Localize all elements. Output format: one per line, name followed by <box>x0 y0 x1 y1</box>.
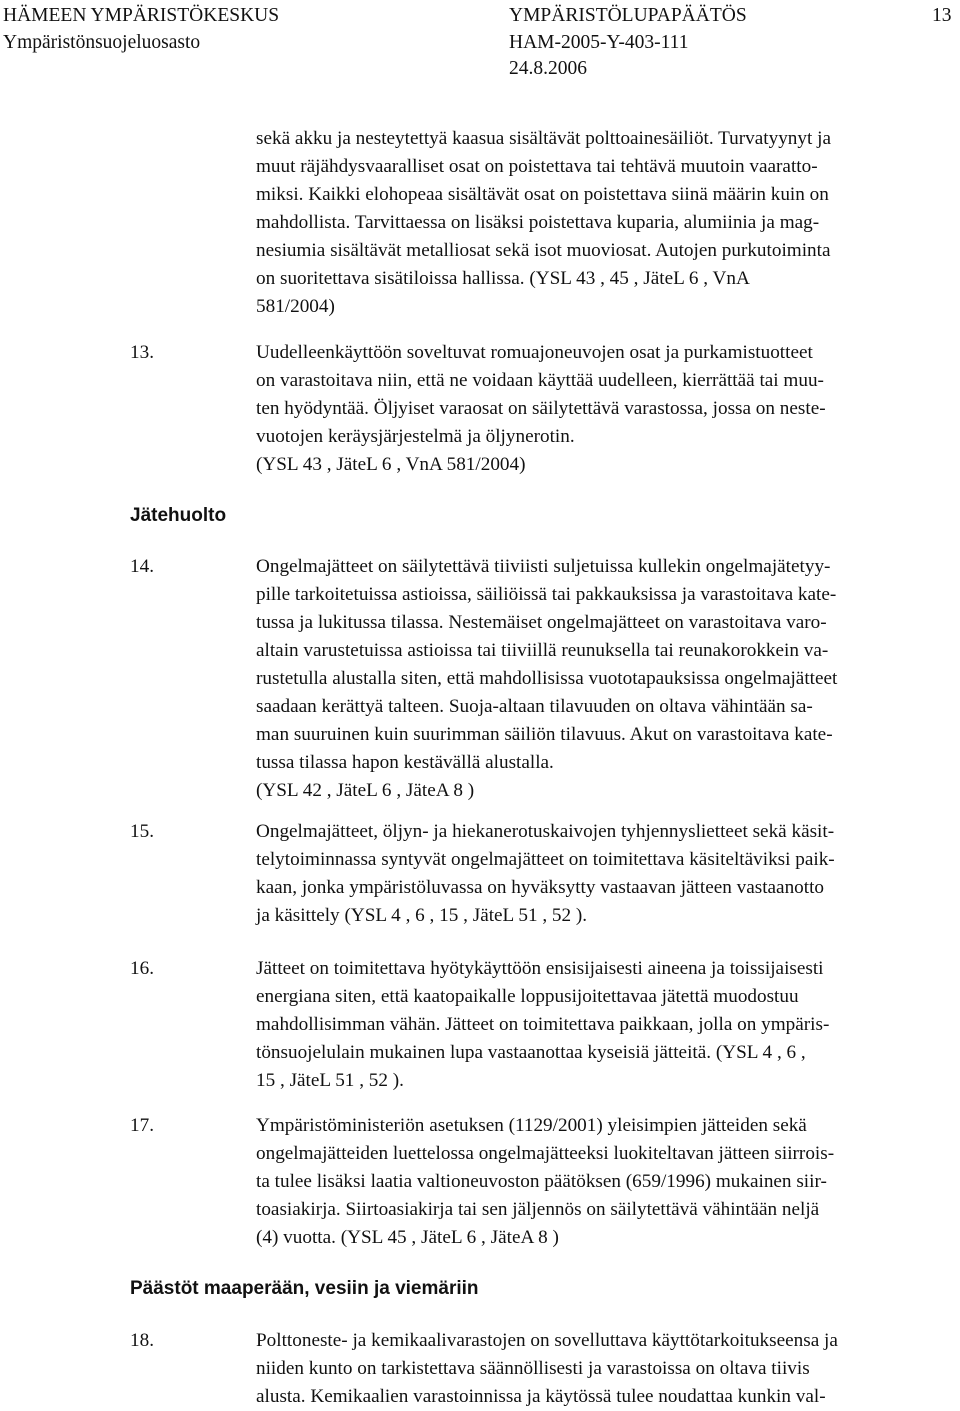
text-line: miksi. Kaikki elohopeaa sisältävät osat on poistettava siinä määrin kuin on <box>256 184 829 205</box>
section-heading-jatehuolto: Jätehuolto <box>130 505 227 526</box>
item-18-text <box>256 1327 956 1411</box>
text-line: Ongelmajätteet, öljyn- ja hiekanerotuskaivojen tyhjennyslietteet sekä käsit- <box>256 821 835 842</box>
text-line: ongelmajätteiden luettelossa ongelmajätteeksi luokiteltavan jätteen siirrois- <box>256 1143 835 1164</box>
text-line: telytoiminnassa syntyvät ongelmajätteet on toimitettava käsiteltäviksi paik- <box>256 849 835 870</box>
section-heading-paastot: Päästöt maaperään, vesiin ja viemäriin <box>130 1278 479 1299</box>
item-17-text <box>256 1112 956 1252</box>
text-line: 15 , JäteL 51 , 52 ). <box>256 1070 404 1091</box>
text-line: niiden kunto on tarkistettava säännöllisesti ja varastoissa on oltava tiivis <box>256 1358 810 1379</box>
header-reference-number: HAM-2005-Y-403-111 <box>509 32 689 53</box>
item-number: 18. <box>130 1330 154 1351</box>
text-line: 581/2004) <box>256 296 335 317</box>
text-line: vuotojen keräysjärjestelmä ja öljynerotin. <box>256 426 575 447</box>
text-line: energiana siten, että kaatopaikalle loppusijoitettavaa jätettä muodostuu <box>256 986 799 1007</box>
text-line: saadaan kerättyä talteen. Suoja-altaan tilavuuden on oltava vähintään sa- <box>256 696 813 717</box>
text-line: tönsuojelulain mukainen lupa vastaanottaa kyseisiä jätteitä. (YSL 4 , 6 , <box>256 1042 806 1063</box>
text-line: mahdollista. Tarvittaessa on lisäksi poistettava kuparia, alumiinia ja mag- <box>256 212 820 233</box>
text-line: sekä akku ja nesteytettyä kaasua sisältävät polttoainesäiliöt. Turvatyynyt ja <box>256 128 831 149</box>
header-department: Ympäristönsuojeluosasto <box>3 32 201 53</box>
item-16-text <box>256 955 956 1095</box>
item-15-text <box>256 818 956 930</box>
item-number: 15. <box>130 821 154 842</box>
item-number: 17. <box>130 1115 154 1136</box>
text-line: pille tarkoitetuissa astioissa, säiliöissä tai pakkauksissa ja varastoitava kate- <box>256 584 837 605</box>
item-13-text <box>256 339 956 479</box>
header-organization: HÄMEEN YMPÄRISTÖKESKUS <box>3 5 280 26</box>
text-line: rustetulla alustalla siten, että mahdollisissa vuototapauksissa ongelmajätteet <box>256 668 838 689</box>
text-line: altain varustetuissa astioissa tai tiiviillä reunuksella tai reunakorokkein va- <box>256 640 829 661</box>
header-document-type: YMPÄRISTÖLUPAPÄÄTÖS <box>509 5 747 26</box>
text-line: ten hyödyntää. Öljyiset varaosat on säilytettävä varastossa, jossa on neste- <box>256 398 826 419</box>
text-line: ja käsittely (YSL 4 , 6 , 15 , JäteL 51 , 52 ). <box>256 905 588 926</box>
text-line: man suuruinen kuin suurimman säiliön tilavuus. Akut on varastoitava kate- <box>256 724 833 745</box>
item-number: 13. <box>130 342 154 363</box>
text-line: Ympäristöministeriön asetuksen (1129/2001) yleisimpien jätteiden sekä <box>256 1115 807 1136</box>
text-line: ta tulee lisäksi laatia valtioneuvoston päätöksen (659/1996) mukainen siir- <box>256 1171 827 1192</box>
header-date: 24.8.2006 <box>509 58 587 79</box>
text-line: alusta. Kemikaalien varastoinnissa ja käytössä tulee noudattaa kunkin val- <box>256 1386 826 1407</box>
text-line: Polttoneste- ja kemikaalivarastojen on sovelluttava käyttötarkoitukseensa ja <box>256 1330 838 1351</box>
item-14-text <box>256 553 956 805</box>
continuation-paragraph <box>256 125 956 321</box>
item-number: 16. <box>130 958 154 979</box>
text-line: mahdollisimman vähän. Jätteet on toimitettava paikkaan, jolla on ympäris- <box>256 1014 830 1035</box>
text-line: Jätteet on toimitettava hyötykäyttöön ensisijaisesti aineena ja toissijaisesti <box>256 958 824 979</box>
text-line: on suoritettava sisätiloissa hallissa. (YSL 43 , 45 , JäteL 6 , VnA <box>256 268 750 289</box>
item-number: 14. <box>130 556 154 577</box>
text-line: tussa tilassa hapon kestävällä alustalla. <box>256 752 554 773</box>
page-number: 13 <box>932 5 952 26</box>
text-line: toasiakirja. Siirtoasiakirja tai sen jäljennös on säilytettävä vähintään neljä <box>256 1199 820 1220</box>
text-line: Ongelmajätteet on säilytettävä tiiviisti suljetuissa kullekin ongelmajätetyy- <box>256 556 831 577</box>
text-line: tussa ja lukitussa tilassa. Nestemäiset ongelmajätteet on varastoitava varo- <box>256 612 827 633</box>
text-line: Uudelleenkäyttöön soveltuvat romuajoneuvojen osat ja purkamistuotteet <box>256 342 813 363</box>
text-line: (YSL 42 , JäteL 6 , JäteA 8 ) <box>256 780 475 801</box>
text-line: (YSL 43 , JäteL 6 , VnA 581/2004) <box>256 454 526 475</box>
text-line: (4) vuotta. (YSL 45 , JäteL 6 , JäteA 8 ) <box>256 1227 559 1248</box>
text-line: nesiumia sisältävät metalliosat sekä isot muoviosat. Autojen purkutoiminta <box>256 240 831 261</box>
text-line: kaan, jonka ympäristöluvassa on hyväksytty vastaavan jätteen vastaanotto <box>256 877 825 898</box>
text-line: on varastoitava niin, että ne voidaan käyttää uudelleen, kierrättää tai muu- <box>256 370 824 391</box>
text-line: muut räjähdysvaaralliset osat on poistettava tai tehtävä muutoin vaaratto- <box>256 156 818 177</box>
